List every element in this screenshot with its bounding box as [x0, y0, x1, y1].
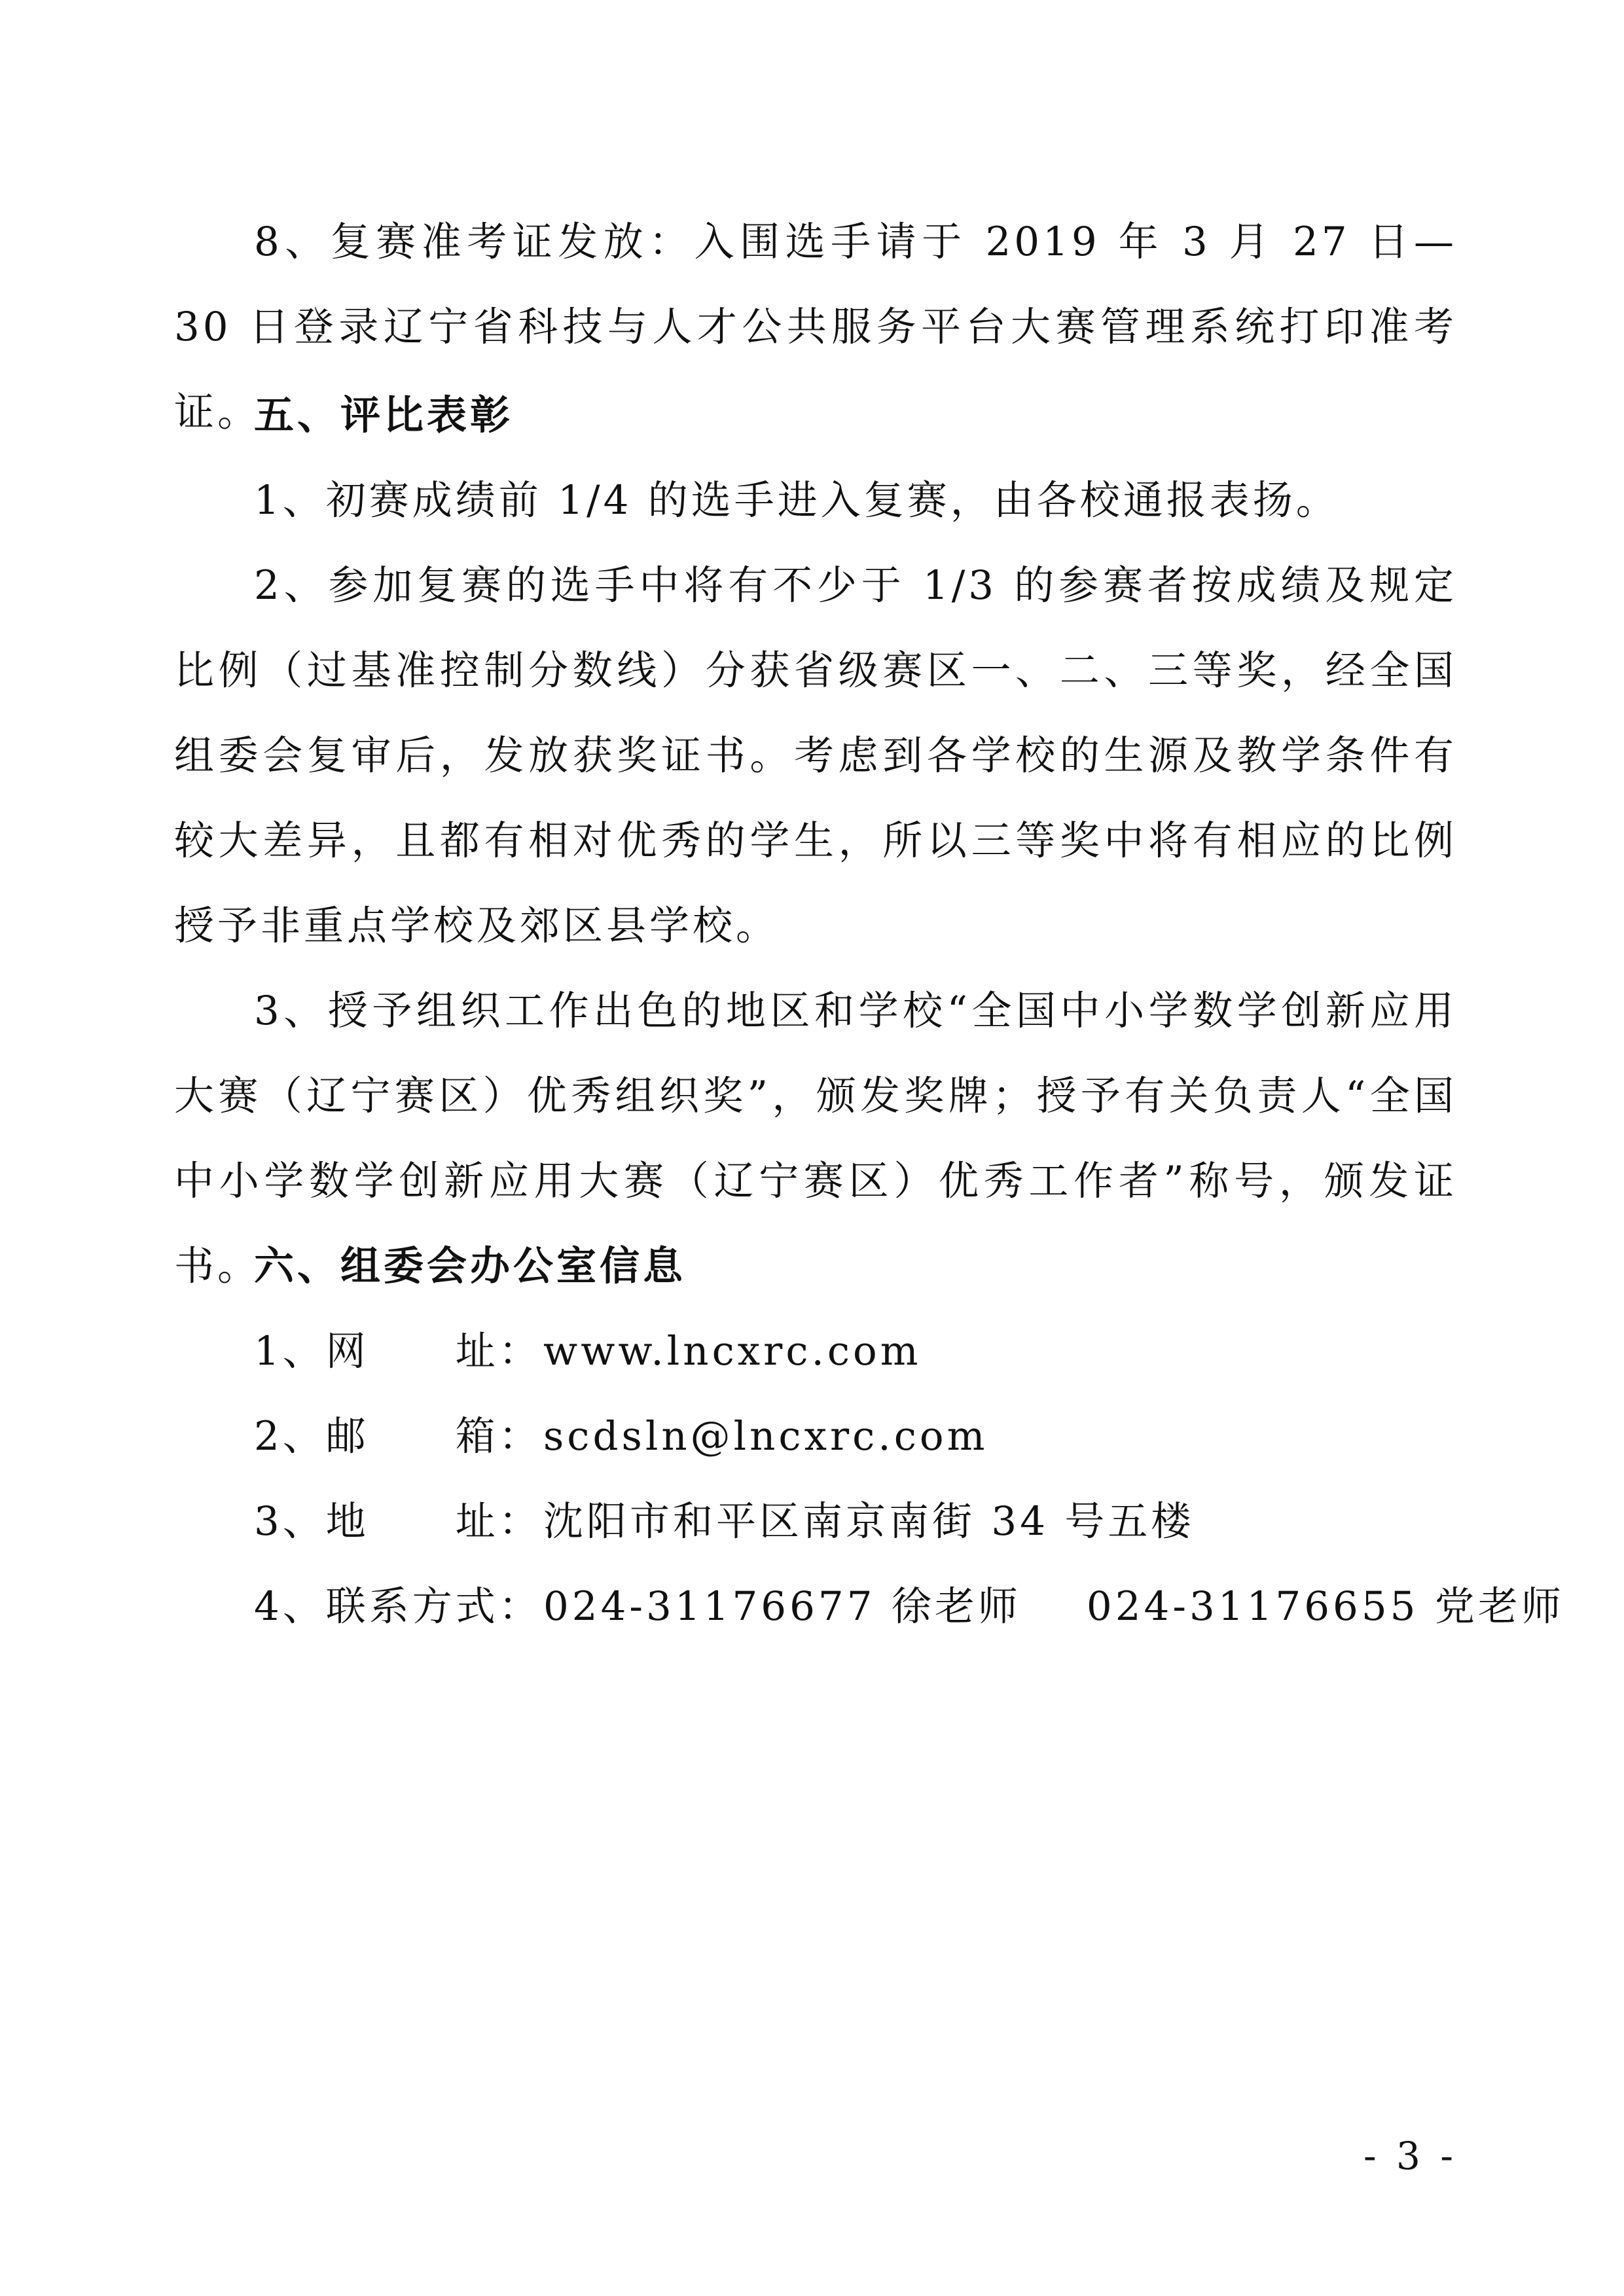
contact-email — [254, 1394, 988, 1479]
address-label: 3、地 址： — [254, 1498, 542, 1545]
page-number: - 3 - — [1363, 2134, 1457, 2178]
award-item-3: 3、授予组织工作出色的地区和学校“全国中小学数学创新应用大赛（辽宁赛区）优秀组织奖”，颁发奖牌；授予有关负责人“全国中小学数学创新应用大赛（辽宁赛区）优秀工作者”称号，颁发证书。 — [174, 988, 1457, 1289]
item-8-reentry-ticket: 8、复赛准考证发放：入围选手请于 2019 年 3 月 27 日—30 日登录辽宁省科技与人才公共服务平台大赛管理系统打印准考证。 — [174, 219, 1457, 435]
phone-xu: 024-31176677 徐老师 — [543, 1583, 1021, 1630]
website-label: 1、网 址： — [254, 1328, 542, 1374]
phone-dang: 024-31176655 党老师 — [1086, 1583, 1564, 1630]
email-value: scdsln@lncxrc.com — [543, 1413, 988, 1460]
contact-website — [254, 1309, 922, 1394]
email-label: 2、邮 箱： — [254, 1413, 542, 1460]
contact-address — [254, 1479, 1194, 1564]
section-heading-awards: 五、评比表彰 — [254, 392, 514, 439]
section-heading-office-info: 六、组委会办公室信息 — [254, 1243, 687, 1289]
phone-label: 4、联系方式： — [254, 1583, 542, 1630]
award-item-1: 1、初赛成绩前 1/4 的选手进入复赛，由各校通报表扬。 — [254, 477, 1339, 524]
contact-phone — [254, 1564, 1564, 1649]
website-value: www.lncxrc.com — [543, 1328, 922, 1374]
address-value: 沈阳市和平区南京南街 34 号五楼 — [543, 1498, 1195, 1545]
award-item-2: 2、参加复赛的选手中将有不少于 1/3 的参赛者按成绩及规定比例（过基准控制分数线）分获省级赛区一、二、三等奖，经全国组委会复审后，发放获奖证书。考虑到各学校的生源及教学条件有较大差异，且都有相对优秀的学生，所以三等奖中将有相应的比例授予非重点学校及郊区县学校。 — [174, 562, 1457, 949]
